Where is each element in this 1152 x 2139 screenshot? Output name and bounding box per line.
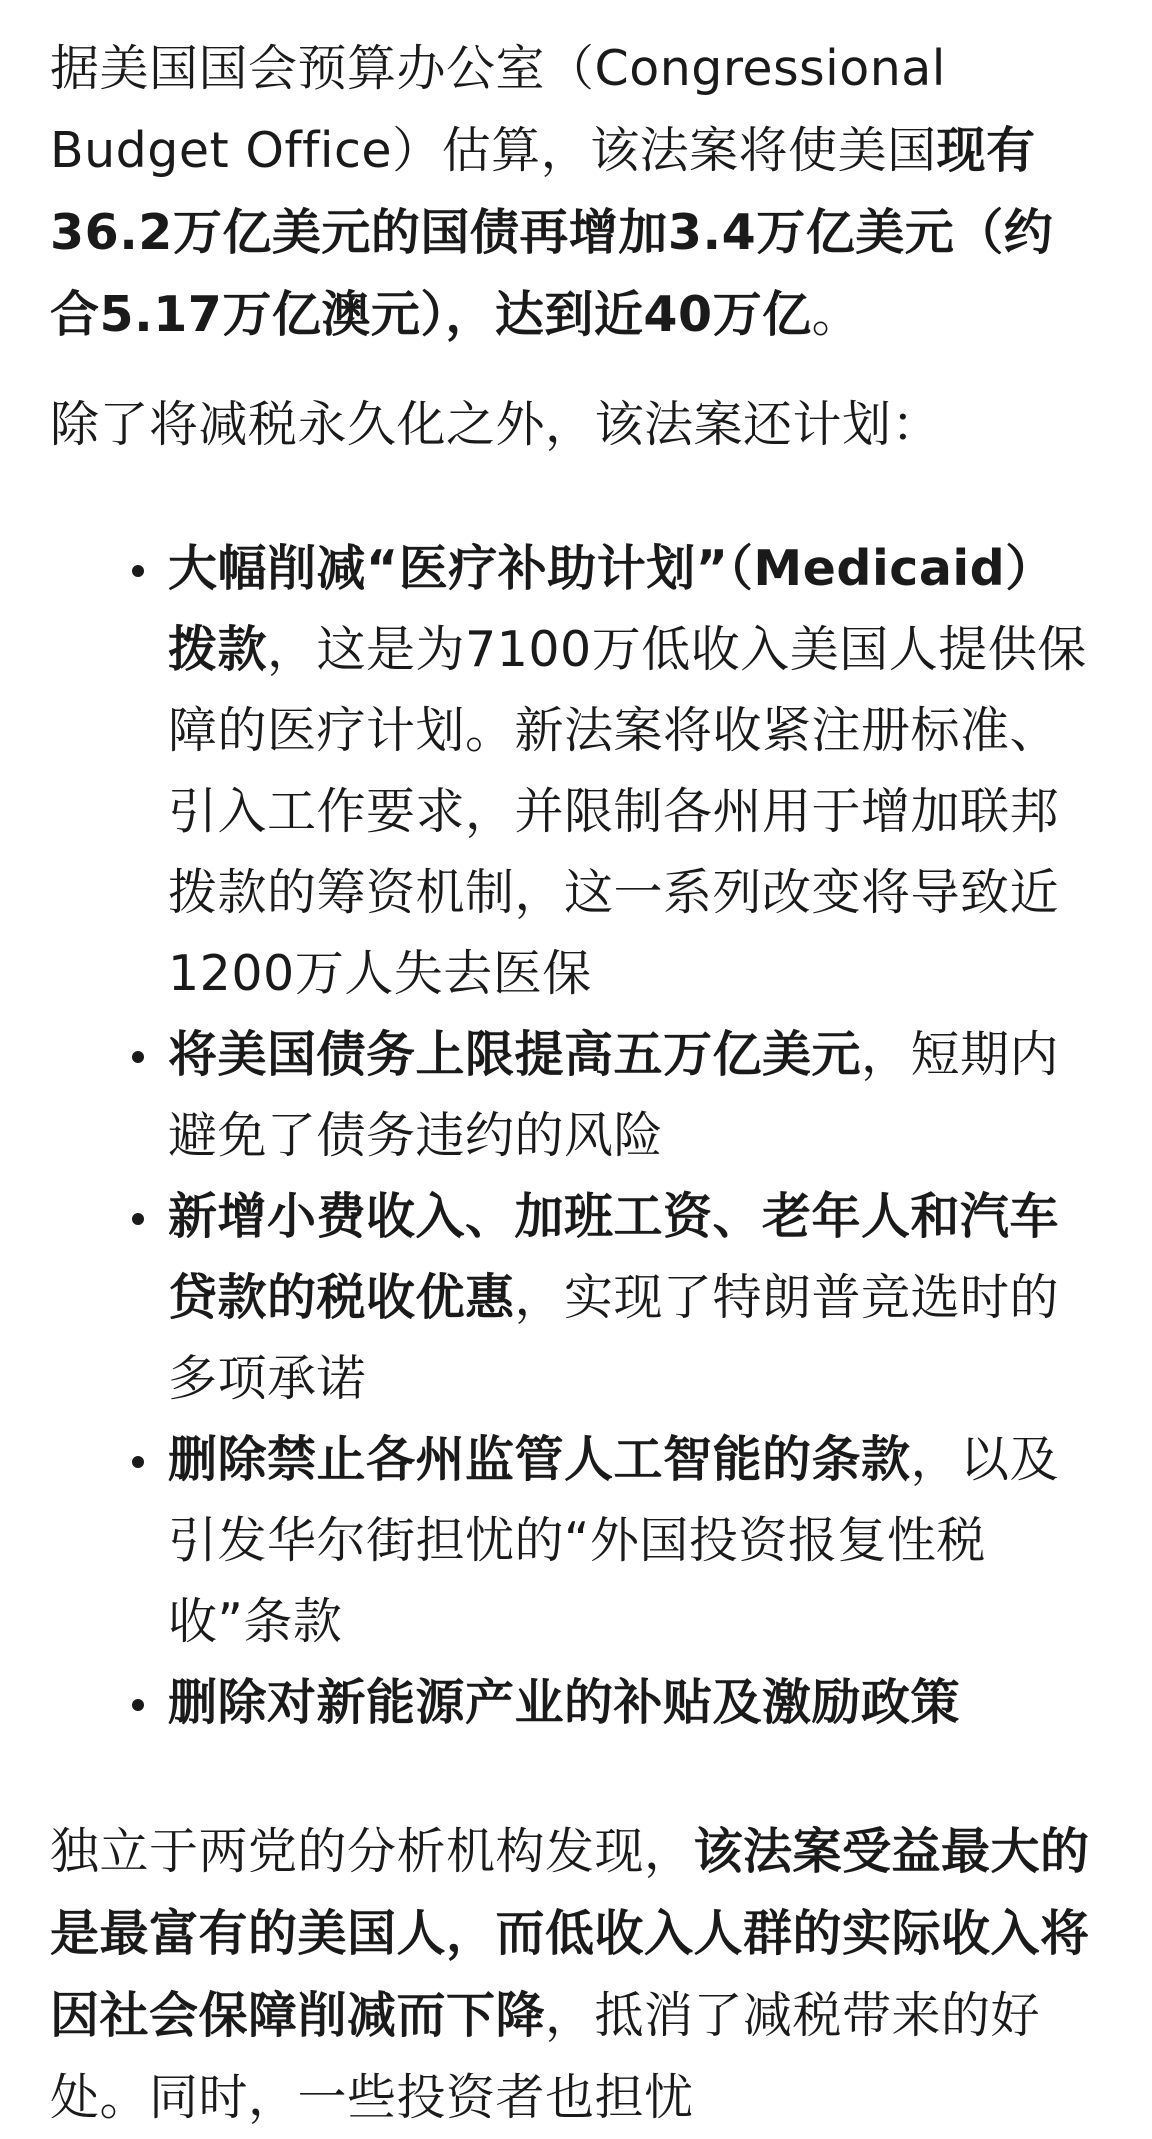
paragraph-bold-text: 现有36.2万亿美元的国债再增加3.4万亿美元（约合5.17万亿澳元），达到近40万亿 [50,122,1054,343]
paragraph-cbo-estimate [50,28,1102,356]
bullet-bold-text: 删除对新能源产业的补贴及激励政策 [168,1674,961,1731]
bullet-item [168,1176,1102,1419]
bullet-item [168,1014,1102,1176]
bullet-item [168,528,1102,1014]
bullet-list [50,528,1102,1743]
article-body [50,28,1102,2139]
bullet-dot-icon [132,1456,144,1468]
paragraph-bold-text: 该法案受益最大的是最富有的美国人，而低收入人群的实际收入将因社会保障削减而下降 [50,1823,1090,2044]
paragraph-text: ，抵消了减税带来的好处。同时，一些投资者也担忧 [50,1987,1041,2126]
bullet-item [168,1419,1102,1662]
paragraph-text: 据美国国会预算办公室（Congressional Budget Office）估算，该法案将使美国 [50,40,946,179]
paragraph-text: 。 [811,286,862,343]
bullet-item [168,1662,1102,1743]
bullet-text: ，短期内避免了债务违约的风险 [168,1026,1060,1164]
bullet-bold-text: 删除禁止各州监管人工智能的条款 [168,1431,911,1488]
bullet-text: ，实现了特朗普竞选时的多项承诺 [168,1269,1060,1407]
paragraph-analysis [50,1811,1102,2139]
paragraph-text: 独立于两党的分析机构发现， [50,1823,694,1880]
paragraph-plan-intro [50,384,1102,466]
bullet-dot-icon [132,565,144,577]
bullet-bold-text: 大幅削减“医疗补助计划”（Medicaid）拨款 [168,540,1055,678]
bullet-bold-text: 将美国债务上限提高五万亿美元 [168,1026,862,1083]
bullet-text: ，这是为7100万低收入美国人提供保障的医疗计划。新法案将收紧注册标准、引入工作要求，并限制各州用于增加联邦拨款的筹资机制，这一系列改变将导致近1200万人失去医保 [168,621,1087,1002]
bullet-dot-icon [132,1213,144,1225]
bullet-dot-icon [132,1051,144,1063]
bullet-text: ，以及引发华尔街担忧的“外国投资报复性税收”条款 [168,1431,1060,1650]
bullet-dot-icon [132,1699,144,1711]
paragraph-text: 除了将减税永久化之外，该法案还计划： [50,396,942,453]
bullet-bold-text: 新增小费收入、加班工资、老年人和汽车贷款的税收优惠 [168,1188,1060,1326]
